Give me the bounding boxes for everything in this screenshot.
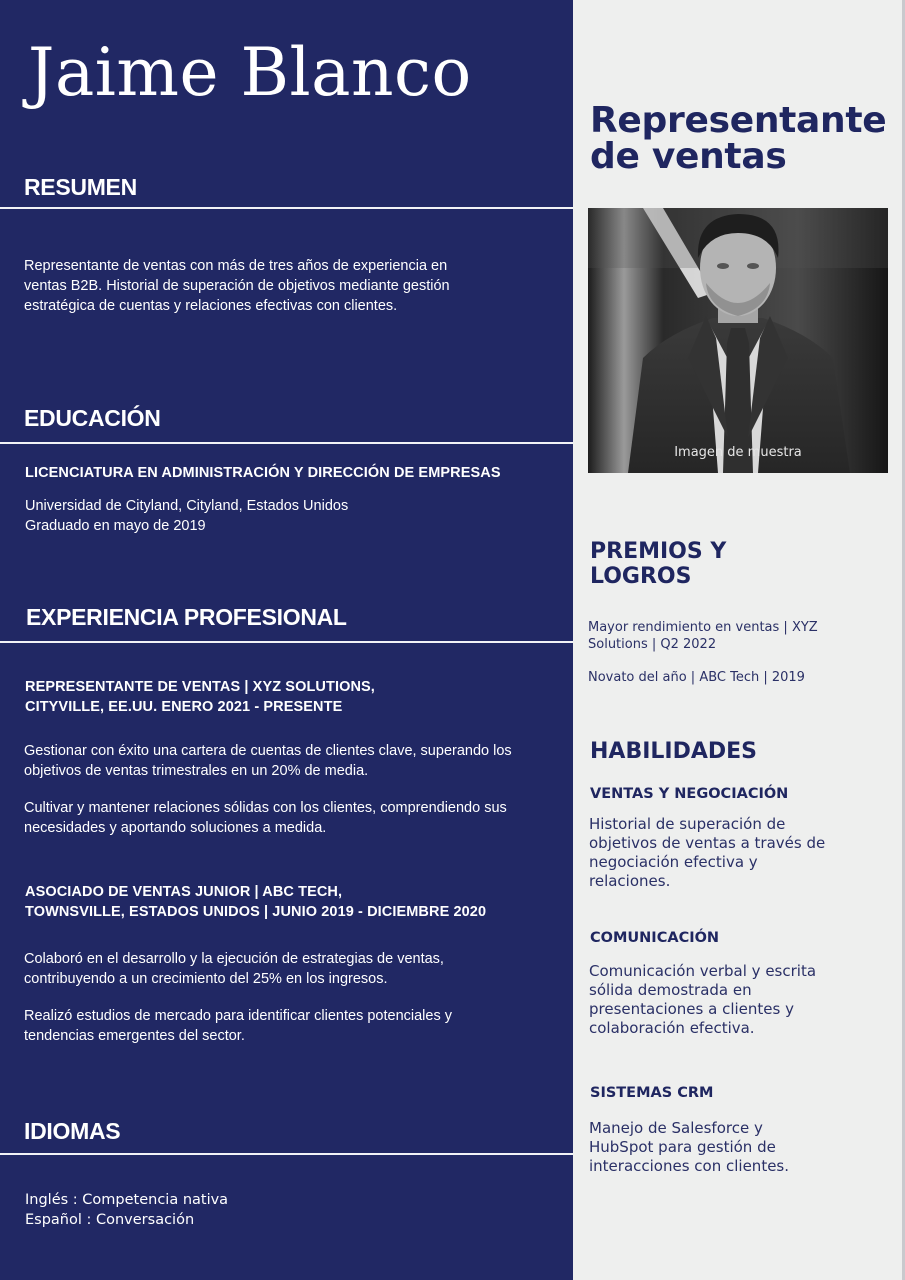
summary-divider [0, 207, 573, 209]
job-bullet-line: tendencias emergentes del sector. [24, 1028, 245, 1044]
summary-text [24, 256, 450, 316]
photo-caption: Imagen de muestra [674, 445, 802, 460]
skill-line: relaciones. [589, 872, 671, 890]
awards-heading-line: PREMIOS Y [590, 539, 727, 564]
skill-line: HubSpot para gestión de [589, 1138, 776, 1156]
job-bullet [24, 949, 444, 989]
skill-line: presentaciones a clientes y [589, 1000, 794, 1018]
skill-line: objetivos de ventas a través de [589, 834, 826, 852]
education-details [25, 496, 348, 536]
skill-line: negociación efectiva y [589, 853, 758, 871]
skill-description [589, 962, 829, 1038]
summary-line: estratégica de cuentas y relaciones efectivas con clientes. [24, 298, 398, 314]
award-item [588, 670, 838, 687]
skill-name: VENTAS Y NEGOCIACIÓN [590, 786, 789, 802]
experience-heading: EXPERIENCIA PROFESIONAL [26, 604, 347, 630]
skill-description [589, 1119, 829, 1176]
skill-line: interacciones con clientes. [589, 1157, 790, 1175]
job-heading [25, 883, 486, 922]
skill-line: Comunicación verbal y escrita [589, 962, 817, 980]
job-bullet-line: Cultivar y mantener relaciones sólidas con los clientes, comprendiendo sus [24, 800, 507, 816]
skills-heading: HABILIDADES [590, 739, 758, 764]
language-item: Español : Conversación [25, 1211, 195, 1228]
skill-name: SISTEMAS CRM [590, 1085, 714, 1101]
skill-name: COMUNICACIÓN [590, 930, 720, 946]
job-title [590, 100, 890, 177]
job-bullet-line: Colaboró en el desarrollo y la ejecución de estrategias de ventas, [24, 951, 444, 967]
job-bullet [24, 741, 512, 781]
job-bullet-line: objetivos de ventas trimestrales en un 20% de media. [24, 763, 369, 779]
education-degree: LICENCIATURA EN ADMINISTRACIÓN Y DIRECCIÓN DE EMPRESAS [25, 465, 501, 481]
job-title-line: Representante [590, 100, 887, 141]
skill-line: colaboración efectiva. [589, 1019, 755, 1037]
job-heading-line: REPRESENTANTE DE VENTAS | XYZ SOLUTIONS, [25, 679, 375, 695]
job-bullet [24, 798, 507, 838]
portrait-icon [588, 208, 888, 473]
language-item: Inglés : Competencia nativa [25, 1192, 229, 1208]
languages-heading: IDIOMAS [24, 1118, 121, 1144]
summary-line: Representante de ventas con más de tres años de experiencia en [24, 258, 448, 274]
award-line: Solutions | Q2 2022 [588, 636, 717, 652]
awards-heading-line: LOGROS [590, 564, 692, 589]
job-title-line: de ventas [590, 136, 787, 177]
summary-heading: RESUMEN [24, 174, 137, 200]
awards-heading [590, 539, 726, 589]
job-heading [25, 678, 375, 717]
education-divider [0, 442, 580, 444]
profile-photo [588, 208, 888, 473]
job-heading-line: ASOCIADO DE VENTAS JUNIOR | ABC TECH, [25, 884, 343, 900]
job-bullet-line: contribuyendo a un crecimiento del 25% en los ingresos. [24, 971, 388, 987]
summary-line: ventas B2B. Historial de superación de objetivos mediante gestión [24, 278, 450, 294]
languages-list [25, 1191, 228, 1230]
job-heading-line: TOWNSVILLE, ESTADOS UNIDOS | JUNIO 2019 - DICIEMBRE 2020 [25, 903, 487, 920]
education-school: Universidad de Cityland, Cityland, Estados Unidos [25, 498, 349, 514]
skill-line: Manejo de Salesforce y [589, 1119, 763, 1137]
candidate-name: Jaime Blanco [28, 34, 472, 111]
job-heading-line: CITYVILLE, EE.UU. ENERO 2021 - PRESENTE [25, 698, 343, 715]
award-item [588, 620, 838, 653]
award-line: Novato del año | ABC Tech | 2019 [588, 670, 805, 685]
skill-line: Historial de superación de [589, 815, 786, 833]
skill-description [589, 815, 829, 891]
job-bullet-line: necesidades y aportando soluciones a medida. [24, 820, 327, 836]
job-bullet-line: Realizó estudios de mercado para identificar clientes potenciales y [24, 1008, 452, 1024]
education-graduated: Graduado en mayo de 2019 [25, 518, 206, 534]
award-line: Mayor rendimiento en ventas | XYZ [588, 620, 818, 635]
skill-line: sólida demostrada en [589, 981, 752, 999]
education-heading: EDUCACIÓN [24, 405, 161, 431]
job-bullet [24, 1006, 452, 1046]
languages-divider [0, 1153, 573, 1155]
job-bullet-line: Gestionar con éxito una cartera de cuentas de clientes clave, superando los [24, 743, 512, 759]
experience-divider [0, 641, 573, 643]
